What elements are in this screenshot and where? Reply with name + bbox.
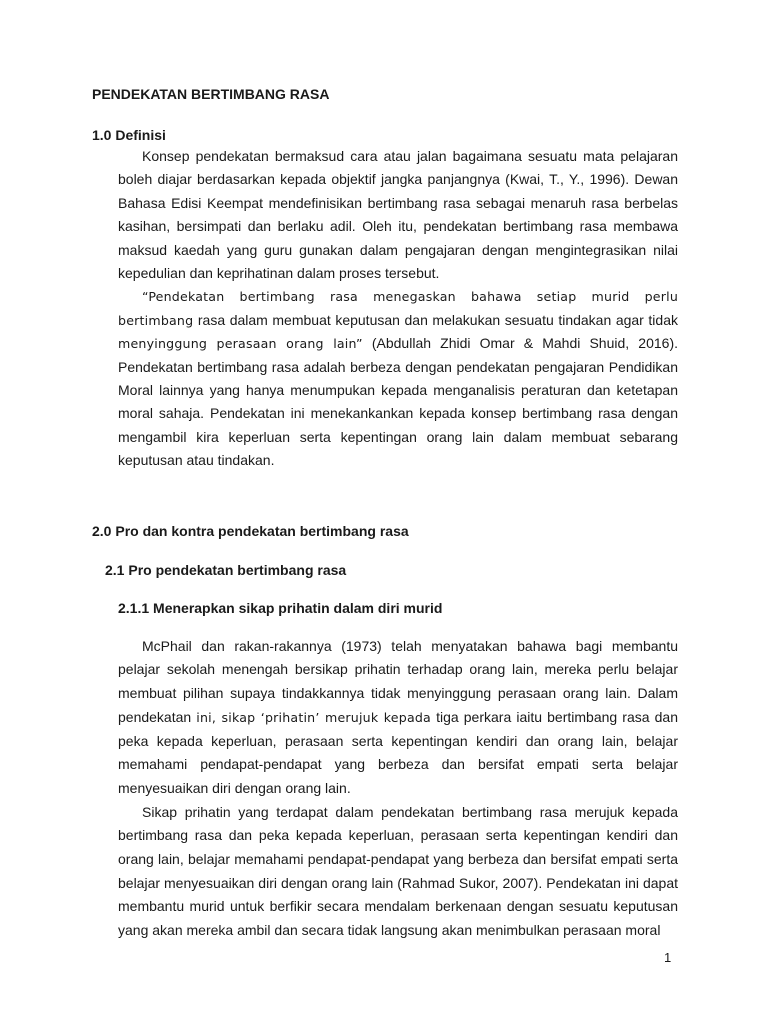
page-number: 1 xyxy=(664,950,672,965)
section-1-text xyxy=(92,145,678,473)
section-2-1-heading: 2.1 Pro pendekatan bertimbang rasa xyxy=(105,561,347,578)
document-title: PENDEKATAN BERTIMBANG RASA xyxy=(92,86,330,102)
paragraph-1-part-a: McPhail dan rakan-rakannya (1973) telah menyatakan bahawa bagi membantu pelajar sekolah menengah bersikap prihatin terhadap orang lain, mereka perlu belajar membuat pilihan supaya tindakkannya tidak menyinggung perasaan orang lain. Dalam pendekatan xyxy=(118,637,678,725)
document-body xyxy=(92,84,678,943)
section-1-paragraph-1: Konsep pendekatan bermaksud cara atau jalan bagaimana sesuatu mata pelajaran boleh diajar berdasarkan kepada objektif jangka panjangnya (Kwai, T., Y., 1996). Dewan Bahasa Edisi Keempat mendefinisikan bertimbang rasa sebagai menaruh rasa berbelas kasihan, bersimpati dan berlaku adil. Oleh itu, pendekatan bertimbang rasa membawa maksud kaedah yang guru gunakan dalam pengajaran dengan mengintegrasikan nilai kepedulian dan keprihatinan dalam proses tersebut. xyxy=(118,148,678,282)
quote-part-b: menyinggung perasaan orang lain” xyxy=(118,336,363,352)
section-2-text xyxy=(92,635,678,943)
section-2-heading: 2.0 Pro dan kontra pendekatan bertimbang rasa xyxy=(92,522,409,539)
section-2-1-1-heading: 2.1.1 Menerapkan sikap prihatin dalam diri murid xyxy=(118,599,443,616)
section-1-paragraph-2 xyxy=(118,285,678,472)
section-2-paragraph-2: Sikap prihatin yang terdapat dalam pendekatan bertimbang rasa merujuk kepada bertimbang rasa dan peka kepada keperluan, perasaan serta kepentingan kendiri dan orang lain, belajar memahami pendapat-pendapat yang berbeza dan bersifat empati serta belajar menyesuaikan diri dengan orang lain (Rahmad Sukor, 2007). Pendekatan ini dapat membantu murid untuk berfikir secara mendalam berkenaan dengan sesuatu keputusan yang akan mereka ambil dan secara tidak langsung akan menimbulkan perasaan moral xyxy=(118,803,678,939)
paragraph-2-rest: (Abdullah Zhidi Omar & Mahdi Shuid, 2016). Pendekatan bertimbang rasa adalah berbeza dengan pendekatan pengajaran Pendidikan Moral lainnya yang hanya menumpukan kepada menganalisis peraturan dan ketetapan moral sahaja. Pendekatan ini menekankankan kepada konsep bertimbang rasa dengan mengambil kira keperluan serta kepentingan orang lain dalam membuat sebarang keputusan atau tindakan. xyxy=(118,335,678,469)
paragraph-1-part-b: tiga perkara iaitu bertimbang rasa dan peka kepada keperluan, perasaan serta kepentingan kendiri dan orang lain, belajar memahami pendapat-pendapat yang berbeza dan bersifat empati serta belajar menyesuaikan diri dengan orang lain. xyxy=(118,708,678,796)
quote-part-a: “Pendekatan bertimbang rasa menegaskan bahawa setiap murid perlu bertimbang xyxy=(118,289,678,328)
section-2-paragraph-1 xyxy=(118,635,678,801)
paragraph-1-quote: ini, sikap ‘prihatin’ merujuk kepada xyxy=(196,709,431,725)
quote-middle: rasa dalam membuat keputusan dan melakukan sesuatu tindakan agar tidak xyxy=(193,311,678,328)
section-1-heading: 1.0 Definisi xyxy=(92,127,166,143)
